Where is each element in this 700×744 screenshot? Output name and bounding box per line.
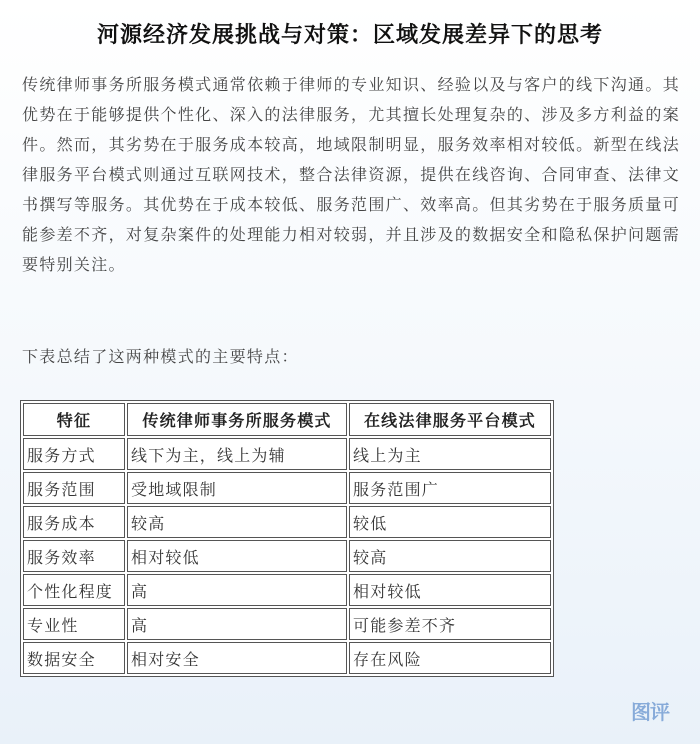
table-row — [23, 642, 551, 674]
watermark-logo: 图评 — [631, 700, 669, 724]
table-row — [23, 574, 551, 606]
body-paragraph: 传统律师事务所服务模式通常依赖于律师的专业知识、经验以及与客户的线下沟通。其优势在于能够提供个性化、深入的法律服务，尤其擅长处理复杂的、涉及多方利益的案件。然而，其劣势在于服务成本较高，地域限制明显，服务效率相对较低。新型在线法律服务平台模式则通过互联网技术，整合法律资源，提供在线咨询、合同审查、法律文书撰写等服务。其优势在于成本较低、服务范围广、效率高。但其劣势在于服务质量可能参差不齐，对复杂案件的处理能力相对较弱，并且涉及的数据安全和隐私保护问题需要特别关注。 — [22, 75, 680, 274]
table-row — [23, 540, 551, 572]
traditional-cell: 相对较低 — [127, 540, 347, 572]
table-row — [23, 438, 551, 470]
feature-cell: 个性化程度 — [23, 574, 125, 606]
table-header-row — [23, 403, 551, 436]
traditional-cell: 较高 — [127, 506, 347, 538]
online-cell: 线上为主 — [349, 438, 551, 470]
online-cell: 存在风险 — [349, 642, 551, 674]
feature-cell: 数据安全 — [23, 642, 125, 674]
comparison-table — [20, 400, 554, 677]
online-cell: 相对较低 — [349, 574, 551, 606]
table-intro-text: 下表总结了这两种模式的主要特点： — [22, 347, 299, 366]
traditional-cell: 相对安全 — [127, 642, 347, 674]
feature-cell: 服务范围 — [23, 472, 125, 504]
online-cell: 较高 — [349, 540, 551, 572]
header-traditional: 传统律师事务所服务模式 — [127, 403, 347, 436]
table-row — [23, 506, 551, 538]
feature-cell: 服务成本 — [23, 506, 125, 538]
traditional-cell: 高 — [127, 608, 347, 640]
traditional-cell: 受地域限制 — [127, 472, 347, 504]
table-row — [23, 472, 551, 504]
online-cell: 较低 — [349, 506, 551, 538]
online-cell: 可能参差不齐 — [349, 608, 551, 640]
traditional-cell: 线下为主，线上为辅 — [127, 438, 347, 470]
feature-cell: 服务方式 — [23, 438, 125, 470]
online-cell: 服务范围广 — [349, 472, 551, 504]
traditional-cell: 高 — [127, 574, 347, 606]
page-title: 河源经济发展挑战与对策：区域发展差异下的思考 — [96, 22, 603, 48]
header-feature: 特征 — [23, 403, 125, 436]
feature-cell: 专业性 — [23, 608, 125, 640]
header-online: 在线法律服务平台模式 — [349, 403, 551, 436]
feature-cell: 服务效率 — [23, 540, 125, 572]
table-row — [23, 608, 551, 640]
